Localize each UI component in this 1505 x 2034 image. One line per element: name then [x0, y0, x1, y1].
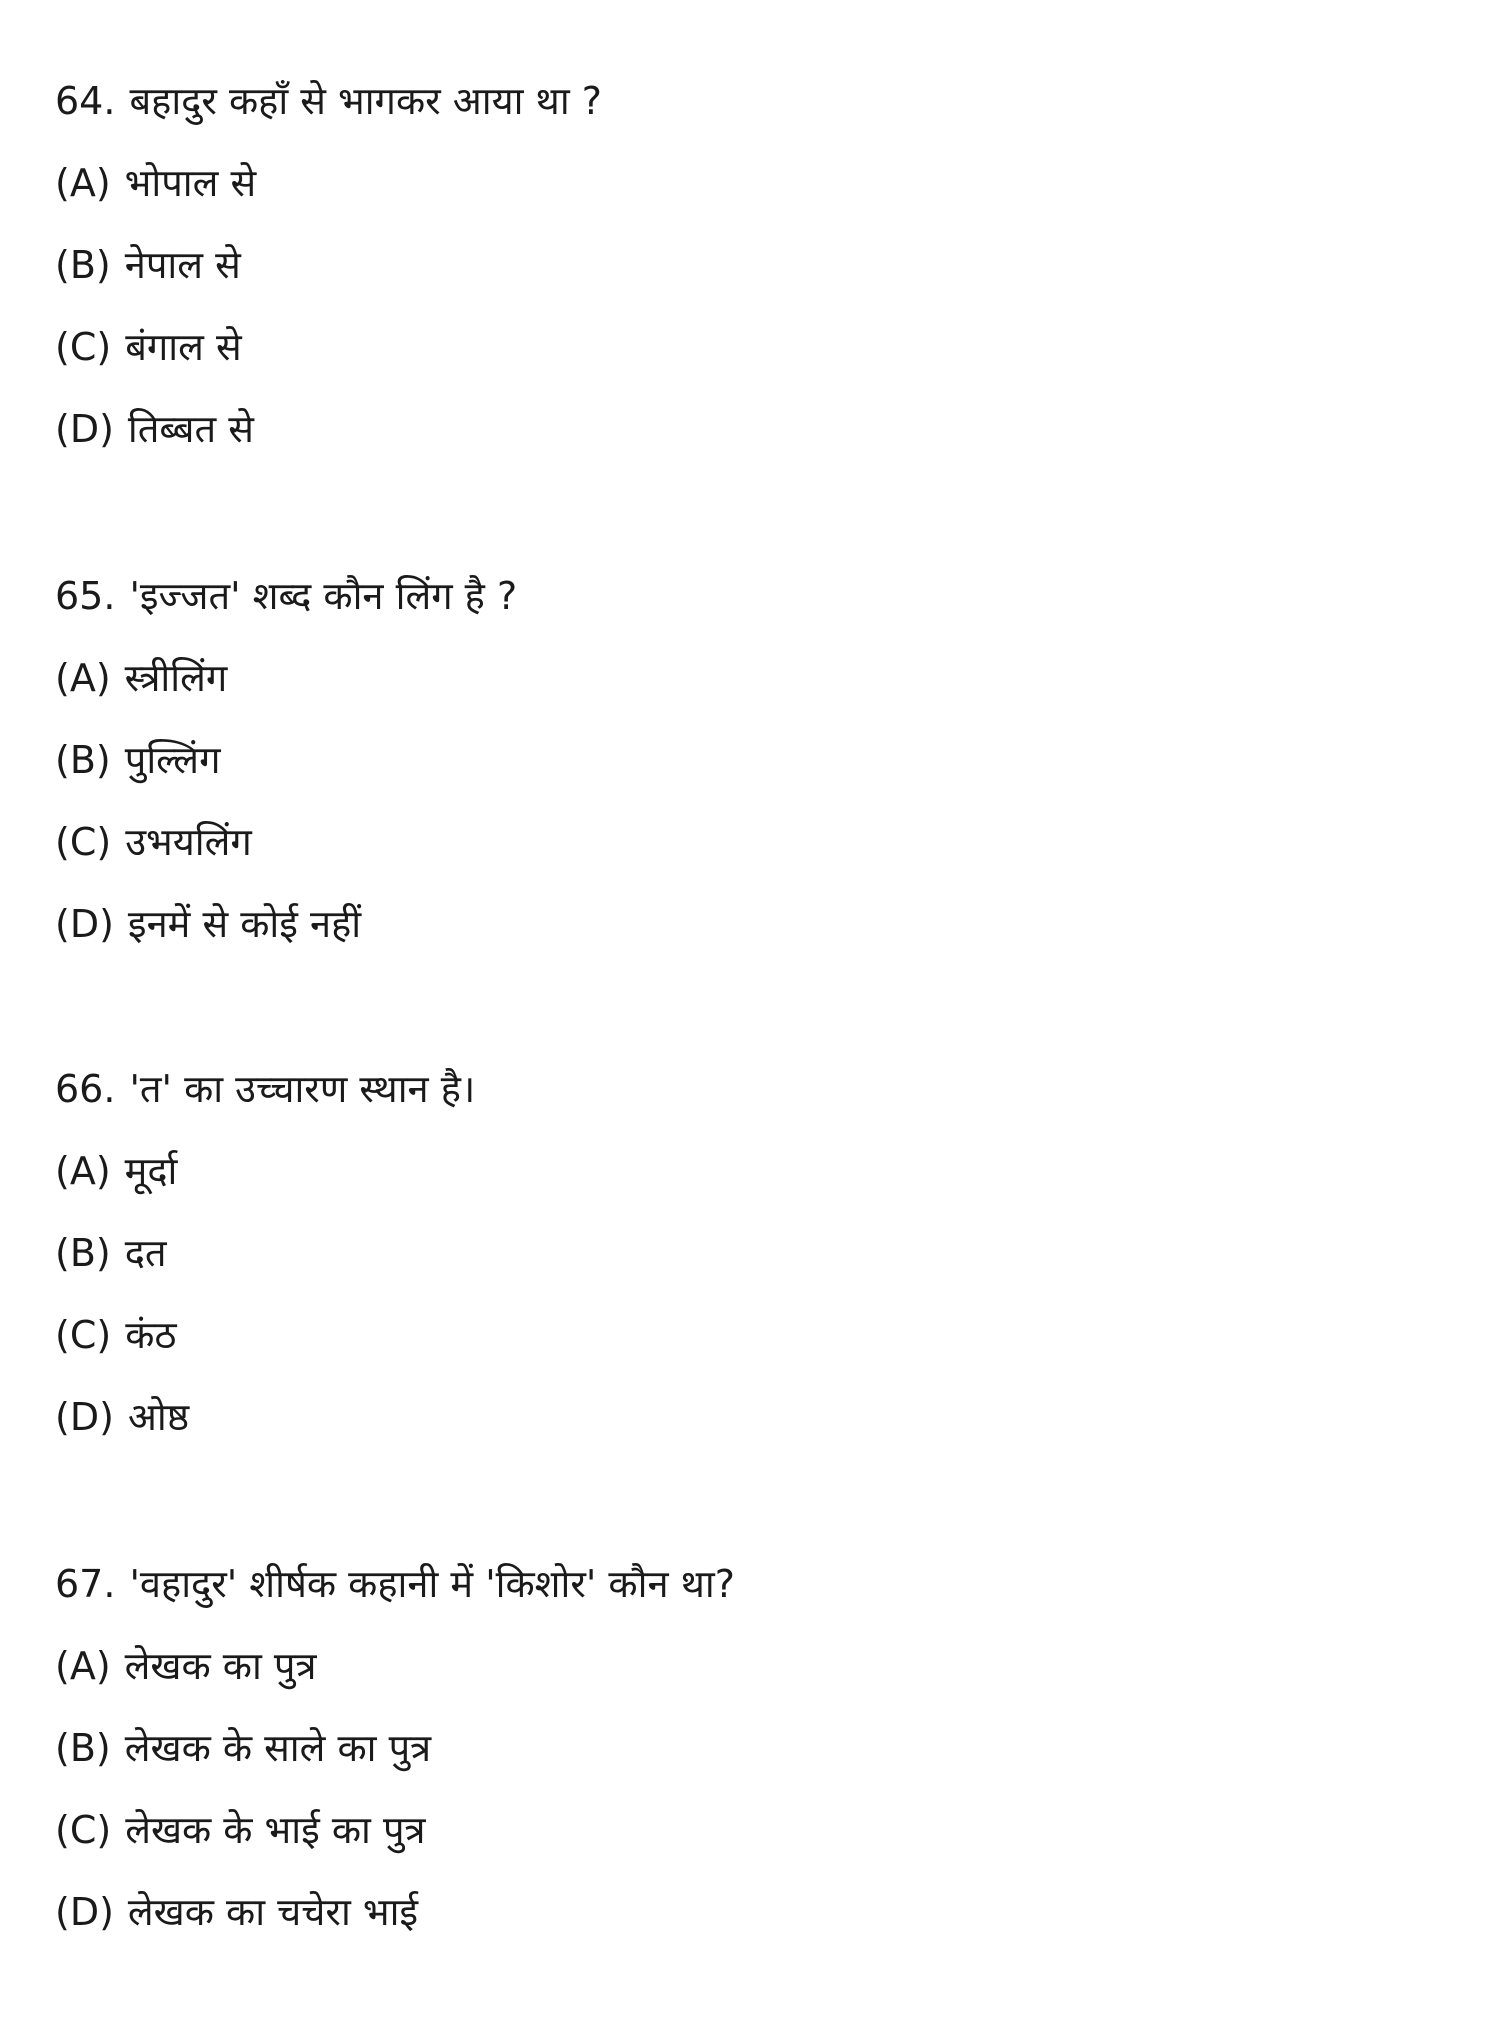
- question-number: 66.: [55, 1067, 116, 1111]
- question-67: [55, 1543, 1455, 1953]
- question-stem: [55, 1048, 1455, 1130]
- option-label: (A): [55, 1149, 111, 1193]
- option-a: [55, 1625, 1455, 1707]
- question-stem: [55, 555, 1455, 637]
- option-b: [55, 1707, 1455, 1789]
- option-text: नेपाल से: [124, 243, 241, 287]
- option-label: (A): [55, 1644, 111, 1688]
- option-label: (D): [55, 902, 114, 946]
- option-label: (C): [55, 1313, 112, 1357]
- option-text: लेखक के भाई का पुत्र: [125, 1808, 426, 1852]
- option-label: (C): [55, 1808, 112, 1852]
- option-label: (B): [55, 243, 111, 287]
- option-text: इनमें से कोई नहीं: [127, 902, 362, 946]
- option-b: [55, 224, 1455, 306]
- option-c: [55, 1294, 1455, 1376]
- question-number: 64.: [55, 79, 116, 123]
- question-stem: [55, 60, 1455, 142]
- question-text: 'इज्जत' शब्द कौन लिंग है ?: [129, 574, 518, 618]
- option-text: लेखक का पुत्र: [124, 1644, 317, 1688]
- option-c: [55, 306, 1455, 388]
- option-a: [55, 637, 1455, 719]
- option-c: [55, 1789, 1455, 1871]
- option-label: (D): [55, 407, 114, 451]
- option-label: (B): [55, 1231, 111, 1275]
- option-label: (D): [55, 1890, 114, 1934]
- option-text: उभयलिंग: [125, 820, 252, 864]
- option-text: स्त्रीलिंग: [124, 656, 228, 700]
- option-text: लेखक का चचेरा भाई: [127, 1890, 419, 1934]
- question-number: 67.: [55, 1562, 116, 1606]
- question-text: 'वहादुर' शीर्षक कहानी में 'किशोर' कौन था?: [129, 1562, 735, 1606]
- option-label: (C): [55, 820, 112, 864]
- question-66: [55, 1048, 1455, 1458]
- option-text: भोपाल से: [124, 161, 257, 205]
- option-label: (B): [55, 1726, 111, 1770]
- question-65: [55, 555, 1455, 965]
- option-d: [55, 883, 1455, 965]
- option-text: तिब्बत से: [127, 407, 254, 451]
- option-label: (A): [55, 656, 111, 700]
- option-d: [55, 388, 1455, 470]
- option-a: [55, 1130, 1455, 1212]
- option-label: (B): [55, 738, 111, 782]
- option-text: पुल्लिंग: [124, 738, 221, 782]
- option-d: [55, 1376, 1455, 1458]
- option-b: [55, 1212, 1455, 1294]
- question-64: [55, 60, 1455, 470]
- option-text: ओष्ठ: [127, 1395, 190, 1439]
- option-d: [55, 1871, 1455, 1953]
- question-stem: [55, 1543, 1455, 1625]
- option-label: (A): [55, 161, 111, 205]
- option-text: कंठ: [125, 1313, 177, 1357]
- option-label: (D): [55, 1395, 114, 1439]
- question-number: 65.: [55, 574, 116, 618]
- question-text: 'त' का उच्चारण स्थान है।: [129, 1067, 476, 1111]
- option-text: मूर्दा: [124, 1149, 178, 1193]
- option-text: लेखक के साले का पुत्र: [124, 1726, 432, 1770]
- option-c: [55, 801, 1455, 883]
- option-a: [55, 142, 1455, 224]
- option-text: दत: [124, 1231, 167, 1275]
- option-b: [55, 719, 1455, 801]
- option-text: बंगाल से: [125, 325, 242, 369]
- question-text: बहादुर कहाँ से भागकर आया था ?: [129, 79, 602, 123]
- option-label: (C): [55, 325, 112, 369]
